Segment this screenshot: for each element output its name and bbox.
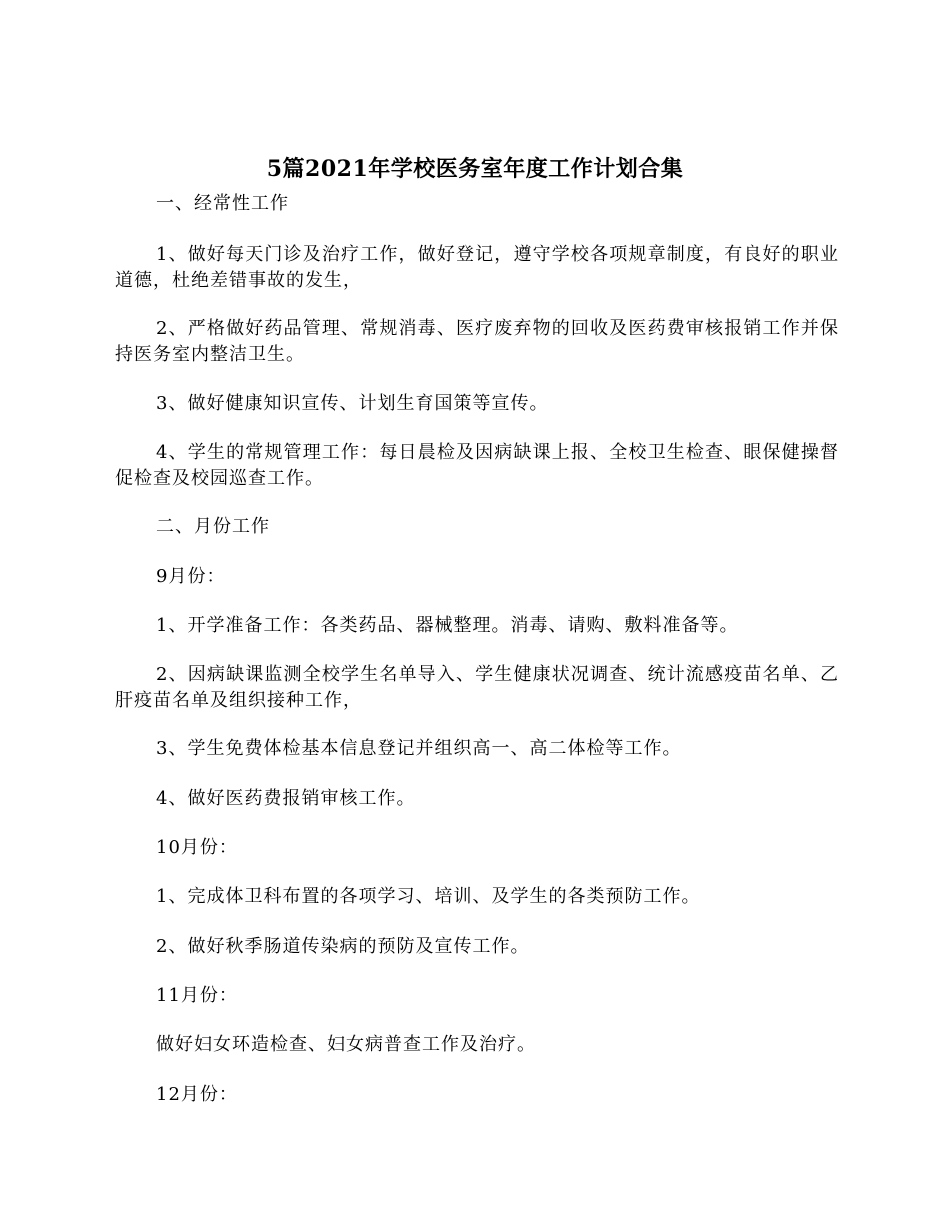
paragraph-october-item-2: 2、做好秋季肠道传染病的预防及宣传工作。 bbox=[156, 936, 530, 957]
section-heading-routine-work: 一、经常性工作 bbox=[156, 193, 289, 214]
month-heading-december: 12月份： bbox=[156, 1084, 238, 1105]
section-heading-monthly-work: 二、月份工作 bbox=[156, 516, 270, 537]
paragraph-november-item-1: 做好妇女环造检查、妇女病普查工作及治疗。 bbox=[156, 1034, 536, 1055]
paragraph-september-item-4: 4、做好医药费报销审核工作。 bbox=[156, 788, 416, 809]
paragraph-routine-item-4: 4、学生的常规管理工作：每日晨检及因病缺课上报、全校卫生检查、眼保健操督促检查及校园巡查工作。 bbox=[115, 442, 839, 489]
paragraph-routine-item-3: 3、做好健康知识宣传、计划生育国策等宣传。 bbox=[156, 393, 549, 414]
paragraph-routine-item-1: 1、做好每天门诊及治疗工作，做好登记，遵守学校各项规章制度，有良好的职业道德，杜绝差错事故的发生， bbox=[115, 244, 839, 291]
paragraph-october-item-1: 1、完成体卫科布置的各项学习、培训、及学生的各类预防工作。 bbox=[156, 886, 701, 907]
month-heading-september: 9月份： bbox=[156, 566, 226, 587]
paragraph-september-item-2: 2、因病缺课监测全校学生名单导入、学生健康状况调查、统计流感疫苗名单、乙肝疫苗名单及组织接种工作， bbox=[115, 664, 839, 711]
month-heading-october: 10月份： bbox=[156, 837, 238, 858]
month-heading-november: 11月份： bbox=[156, 985, 238, 1006]
paragraph-routine-item-2: 2、严格做好药品管理、常规消毒、医疗废弃物的回收及医药费审核报销工作并保持医务室内整洁卫生。 bbox=[115, 318, 839, 365]
document-title: 5篇2021年学校医务室年度工作计划合集 bbox=[266, 155, 684, 182]
paragraph-september-item-3: 3、学生免费体检基本信息登记并组织高一、高二体检等工作。 bbox=[156, 738, 682, 759]
paragraph-september-item-1: 1、开学准备工作：各类药品、器械整理。消毒、请购、敷料准备等。 bbox=[156, 615, 739, 636]
